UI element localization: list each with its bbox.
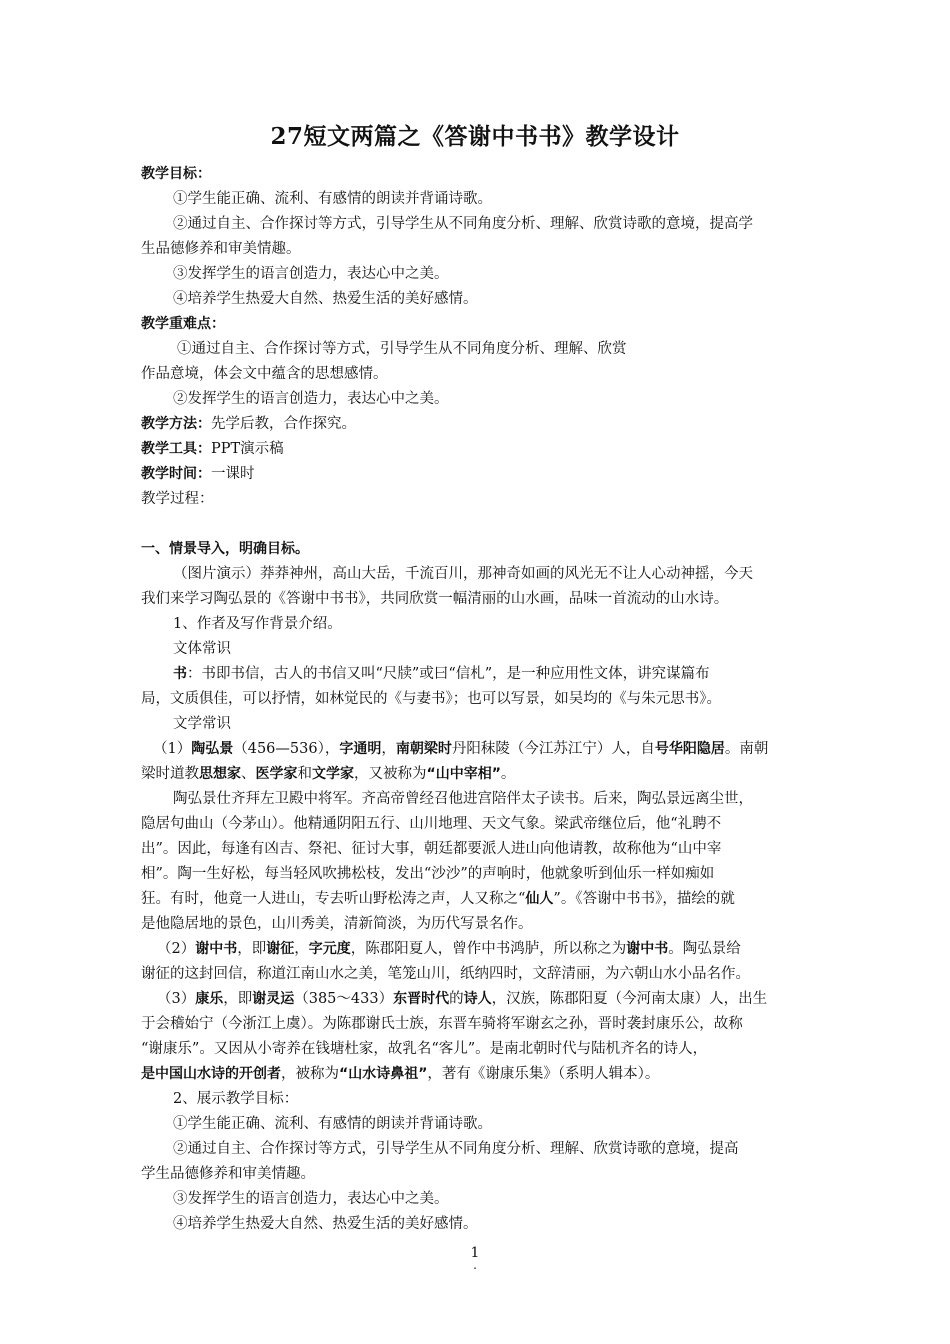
text-run: 丹阳秣陵（今江苏江宁）人，自 [451,741,655,757]
keypoint-item: ①通过自主、合作探讨等方式，引导学生从不同角度分析、理解、欣赏 [177,341,627,357]
bold-run: 东晋时代 [393,991,450,1007]
tao-story-line: 出”。因此，每逢有凶吉、祭祀、征讨大事，朝廷都要派人进山向他请教，故称他为“山中宰 [141,841,722,857]
bold-run: 诗人 [463,991,492,1007]
text-run: 的 [449,991,464,1007]
kang-line [141,987,816,1012]
bold-run: 仙人 [525,891,554,907]
goal2-item: ④培养学生热爱大自然、热爱生活的美好感情。 [173,1216,478,1232]
goal2-item-cont: 学生品德修养和审美情趣。 [141,1166,315,1182]
subheading: 2、展示教学目标： [173,1091,299,1107]
text-run: （1） [153,741,192,757]
bold-run: 字通明 [339,741,382,757]
kang-line: 于会稽始宁（今浙江上虞）。为陈郡谢氏士族，东晋车骑将军谢玄之孙，晋时袭封康乐公，故称 [141,1016,743,1032]
keypoint-item-cont: 作品意境，体会文中蕴含的思想感情。 [141,366,388,382]
goal-item: ④培养学生热爱大自然、热爱生活的美好感情。 [173,291,478,307]
method-label: 教学方法： [141,416,211,432]
genre-line: 局，文质俱佳，可以抒情，如林觉民的《与妻书》；也可以写景，如吴均的《与朱元思书》。 [141,691,721,707]
lit-label: 文学常识 [173,716,231,732]
time-line [141,462,816,487]
subheading: 1、作者及写作背景介绍。 [173,616,342,632]
page-number [0,1245,950,1272]
text-run: ，陈郡阳夏人，曾作中书鸿胪，所以称之为 [350,941,627,957]
text-run: ，著有《谢康乐集》（系明人辑本）。 [427,1066,660,1082]
text-run: （456—536）， [233,741,340,757]
text-run: ，即 [223,991,253,1007]
text-run: ， [381,741,396,757]
tao-story-line [141,887,816,912]
document-title: 27短文两篇之《答谢中书书》教学设计 [270,123,680,150]
genre-label: 文体常识 [173,641,231,657]
text-run: 和 [297,766,312,782]
kang-line: “谢康乐”。又因从小寄养在钱塘杜家，故乳名“客儿”。是南北朝时代与陆机齐名的诗人， [141,1041,708,1057]
genre-term: 书 [173,666,187,682]
bold-run: 号华阳隐居 [654,741,725,757]
text-run: ，汉族，陈郡阳夏（今河南太康）人，出生 [491,991,768,1007]
goal-item: ①学生能正确、流利、有感情的朗读并背诵诗歌。 [173,191,492,207]
bold-run: 是中国山水诗的开创者 [141,1066,281,1082]
tao-story-line: 相”。陶一生好松，每当轻风吹拂松枝，发出“沙沙”的声响时，他就象听到仙乐一样如痴如 [141,866,715,882]
text-run: 狂。有时，他竟一人进山，专去听山野松涛之声，人又称之“ [141,891,526,907]
text-run: 。陶弘景给 [668,941,741,957]
text-run: （385～433） [294,991,394,1007]
tools-label: 教学工具： [141,441,211,457]
text-run: （2） [157,941,196,957]
bold-run: 医学家 [255,766,298,782]
bold-run: 陶弘景 [191,741,234,757]
text-run: 、 [241,766,256,782]
tao-story-line: 隐居句曲山（今茅山）。他精通阴阳五行、山川地理、天文气象。梁武帝继位后，他“礼聘不 [141,816,722,832]
text-run: （3） [157,991,196,1007]
goal-item: ③发挥学生的语言创造力，表达心中之美。 [173,266,449,282]
bold-run: 谢中书 [626,941,669,957]
tools-line [141,437,816,462]
time-label: 教学时间： [141,466,211,482]
bold-run: 谢征 [266,941,295,957]
tao-line [141,762,816,787]
xie-line [141,937,816,962]
goal2-item: ②通过自主、合作探讨等方式，引导学生从不同角度分析、理解、欣赏诗歌的意境，提高 [173,1141,739,1157]
method-value: 先学后教，合作探究。 [211,416,356,432]
goal2-item: ①学生能正确、流利、有感情的朗读并背诵诗歌。 [173,1116,492,1132]
bold-run: 谢灵运 [252,991,295,1007]
bold-run: 思想家 [199,766,241,782]
bold-run: 字元度 [308,941,351,957]
method-line [141,412,816,437]
time-value: 一课时 [211,466,255,482]
bold-run: “山水诗鼻祖” [339,1066,428,1082]
goal-item: ②通过自主、合作探讨等方式，引导学生从不同角度分析、理解、欣赏诗歌的意境，提高学 [173,216,753,232]
tao-story-line: 陶弘景仕齐拜左卫殿中将军。齐高帝曾经召他进宫陪伴太子读书。后来，陶弘景远离尘世， [173,791,753,807]
text-run: 梁时道教 [141,766,199,782]
genre-line [141,662,816,687]
text-run: 。南朝 [724,741,769,757]
text-run: ，即 [237,941,267,957]
bold-run: 康乐 [195,991,224,1007]
document-body [141,162,816,1237]
tao-story-line: 是他隐居地的景色，山川秀美，清新简淡，为历代写景名作。 [141,916,533,932]
text-run: ， [294,941,309,957]
kang-line [141,1062,816,1087]
goals-heading: 教学目标： [141,166,211,182]
text-run: ，又被称为 [354,766,427,782]
bold-run: 南朝梁时 [395,741,452,757]
text-run: 。 [500,766,516,782]
intro-line: 我们来学习陶弘景的《答谢中书书》，共同欣赏一幅清丽的山水画，品味一首流动的山水诗。 [141,591,729,607]
text-run: ，被称为 [281,1066,339,1082]
page-number-dot: . [473,1258,477,1272]
bold-run: “山中宰相” [426,766,501,782]
intro-line: （图片演示）莽莽神州，高山大岳，千流百川，那神奇如画的风光无不让人心动神摇，今天 [173,566,753,582]
section1-heading: 一、情景导入，明确目标。 [141,541,309,557]
xie-line: 谢征的这封回信，称道江南山水之美，笔笼山川，纸纳四时，文辞清丽，为六朝山水小品名作。 [141,966,750,982]
goal2-item: ③发挥学生的语言创造力，表达心中之美。 [173,1191,449,1207]
keypoint-item: ②发挥学生的语言创造力，表达心中之美。 [173,391,449,407]
genre-text: ：书即书信，古人的书信又叫“尺牍”或曰“信札”，是一种应用性文体，讲究谋篇布 [187,666,710,682]
bold-run: 文学家 [312,766,354,782]
tao-line [141,737,816,762]
keypoints-heading: 教学重难点： [141,316,225,332]
spacer [141,512,816,537]
bold-run: 谢中书 [195,941,238,957]
process-label: 教学过程： [141,491,214,507]
goal-item-cont: 生品德修养和审美情趣。 [141,241,301,257]
tools-value: PPT演示稿 [211,441,284,457]
page-number-value: 1 [470,1245,480,1261]
text-run: ”。《答谢中书书》，描绘的就 [553,891,735,907]
